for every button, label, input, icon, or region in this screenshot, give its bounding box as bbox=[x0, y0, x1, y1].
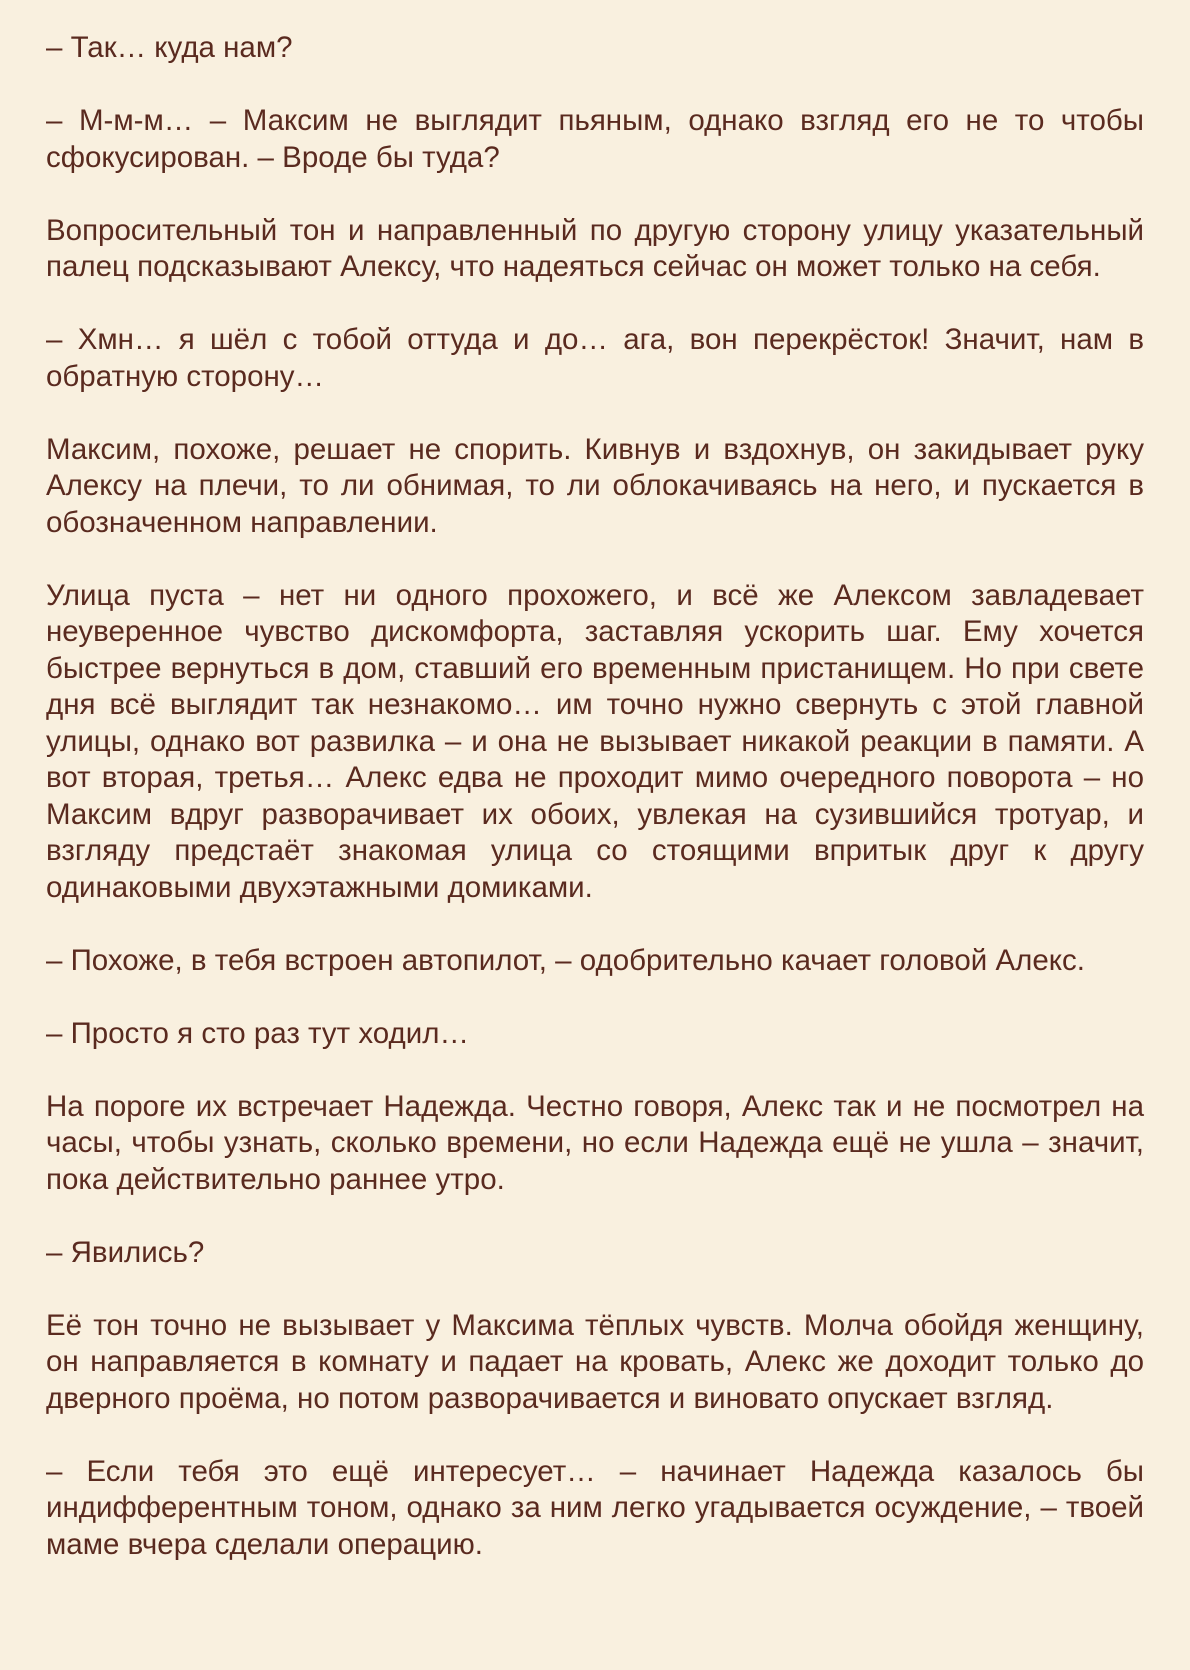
paragraph: На пороге их встречает Надежда. Честно говоря, Алекс так и не посмотрел на часы, чтобы узнать, сколько времени, но если Надежда ещё не ушла – значит, пока действительно раннее утро. bbox=[46, 1089, 1144, 1196]
paragraph: – Хмн… я шёл с тобой оттуда и до… ага, вон перекрёсток! Значит, нам в обратную сторону… bbox=[46, 323, 1144, 393]
paragraph: – Похоже, в тебя встроен автопилот, – одобрительно качает головой Алекс. bbox=[46, 943, 1085, 977]
paragraph: Вопросительный тон и направленный по другую сторону улицу указательный палец подсказывают Алексу, что надеяться сейчас он может только на себя. bbox=[46, 213, 1144, 283]
paragraph: Максим, похоже, решает не спорить. Кивнув и вздохнув, он закидывает руку Алексу на плечи, то ли обнимая, то ли облокачиваясь на него, и пускается в обозначенном направлении. bbox=[46, 432, 1144, 539]
paragraph: – Если тебя это ещё интересует… – начинает Надежда казалось бы индифферентным тоном, однако за ним легко угадывается осуждение, – твоей маме вчера сделали операцию. bbox=[46, 1454, 1144, 1561]
paragraph: – Явились? bbox=[46, 1235, 205, 1269]
paragraph: – М-м-м… – Максим не выглядит пьяным, однако взгляд его не то чтобы сфокусирован. – Вроде бы туда? bbox=[46, 104, 1144, 174]
paragraph: – Так… куда нам? bbox=[46, 31, 293, 64]
paragraph: – Просто я сто раз тут ходил… bbox=[46, 1016, 469, 1050]
paragraph: Её тон точно не вызывает у Максима тёплых чувств. Молча обойдя женщину, он направляется в комнату и падает на кровать, Алекс же доходит только до дверного проёма, но потом разворачивается и виновато опускает взгляд. bbox=[46, 1308, 1144, 1415]
paragraph: Улица пуста – нет ни одного прохожего, и всё же Алексом завладевает неуверенное чувство дискомфорта, заставляя ускорить шаг. Ему хочется быстрее вернуться в дом, ставший его временным пристанищем. Но при свете дня всё выглядит так незнакомо… им точно нужно свернуть с этой главной улицы, однако вот развилка – и она не вызывает никакой реакции в памяти. А вот вторая, третья… Алекс едва не проходит мимо очередного поворота – но Максим вдруг разворачивает их обоих, увлекая на сузившийся тротуар, и взгляду предстаёт знакомая улица со стоящими впритык друг к другу одинаковыми двухэтажными домиками. bbox=[46, 578, 1144, 904]
page-text bbox=[46, 30, 1144, 1563]
